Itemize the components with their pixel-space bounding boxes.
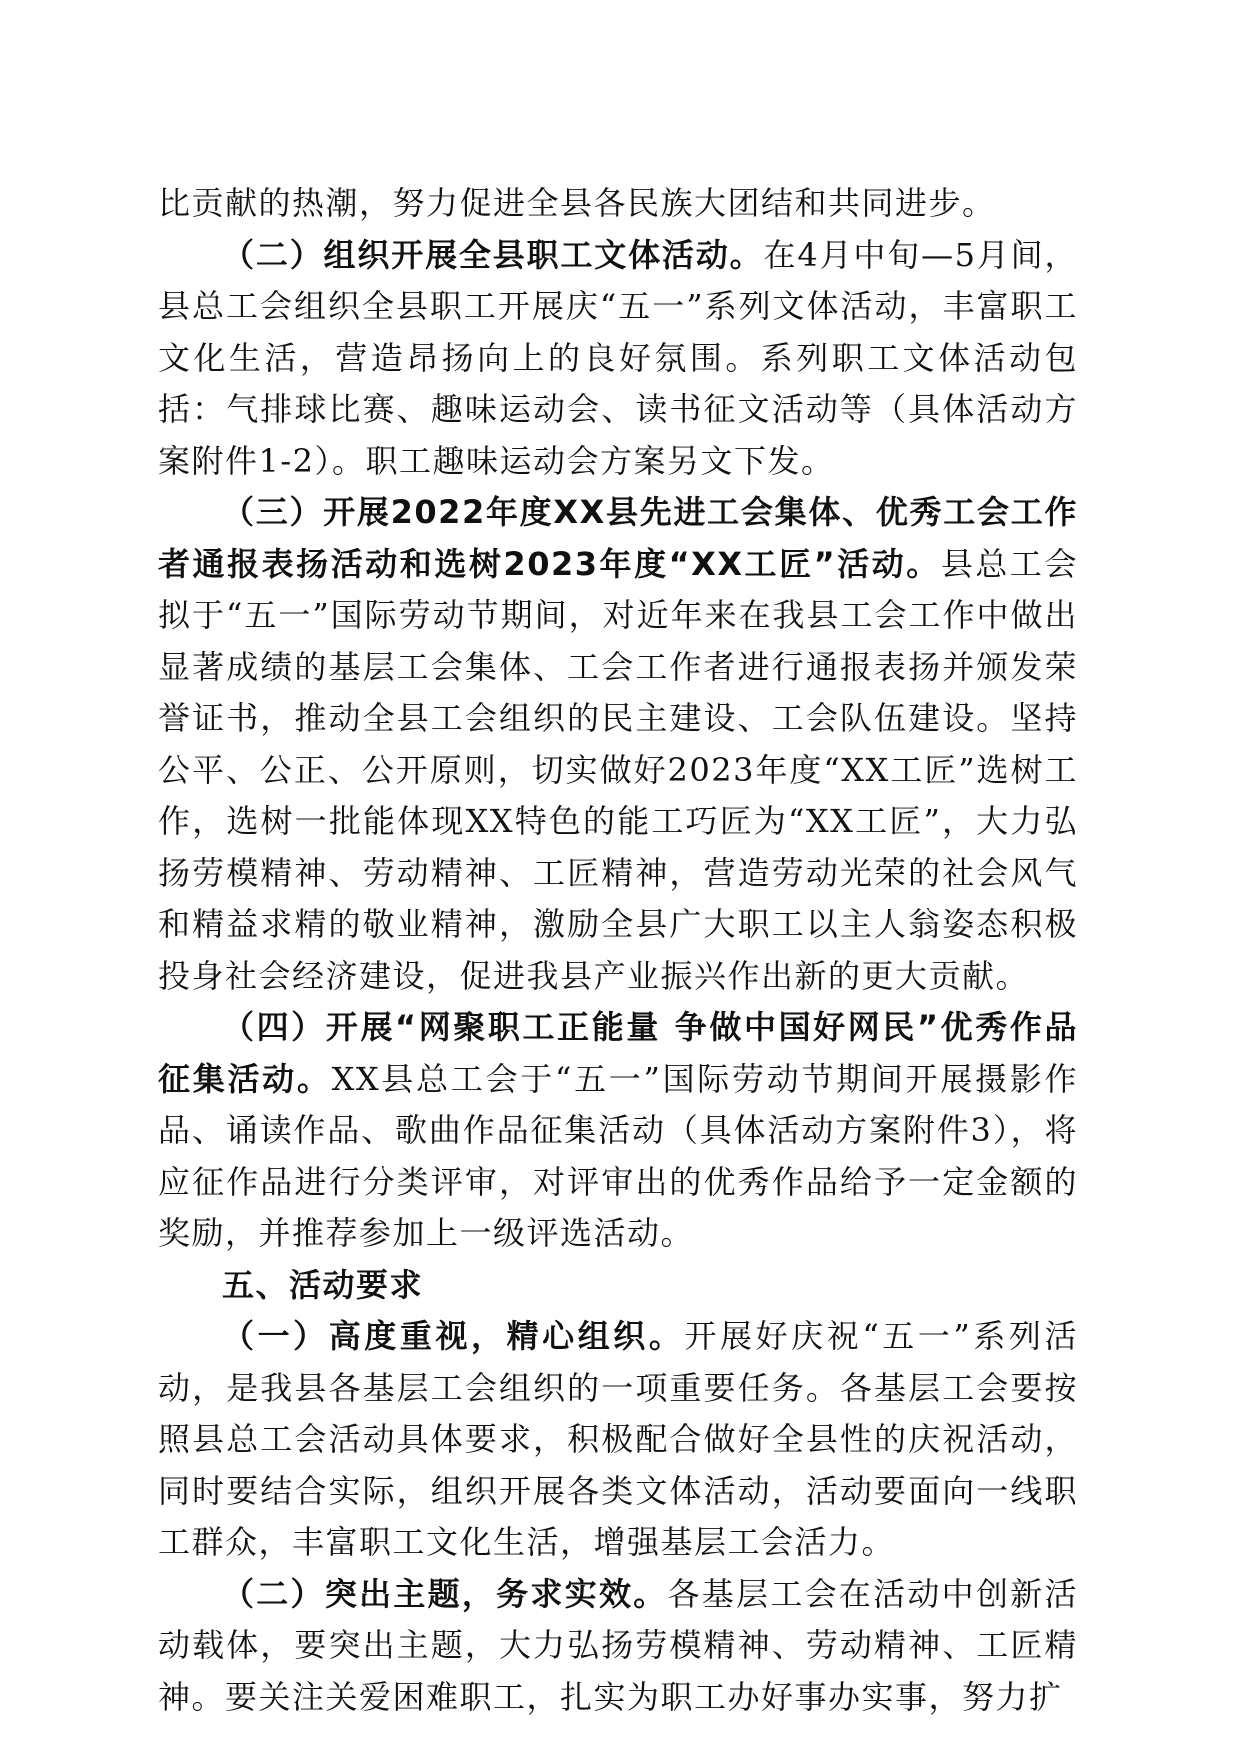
paragraph-text: XX县总工会于“五一”国际劳动节期间开展摄影作品、诵读作品、歌曲作品征集活动（具体活动方案附件3），将应征作品进行分类评审，对评审出的优秀作品给予一定金额的奖励，并推荐参加上一级评选活动。 [158,1059,1078,1252]
paragraph-text: 在4月中旬—5月间，县总工会组织全县职工开展庆“五一”系列文体活动，丰富职工文化生活，营造昂扬向上的良好氛围。系列职工文体活动包括：气排球比赛、趣味运动会、读书征文活动等（具体活动方案附件1-2）。职工趣味运动会方案另文下发。 [158,235,1078,480]
paragraph-requirement-2 [158,1569,1078,1724]
paragraph-lead: （一）高度重视，精心组织。 [222,1317,685,1355]
paragraph-requirement-1 [158,1311,1078,1569]
paragraph-works-collection [158,1002,1078,1260]
paragraph-text: 县总工会拟于“五一”国际劳动节期间，对近年来在我县工会工作中做出显著成绩的基层工会集体、工会工作者进行通报表扬并颁发荣誉证书，推动全县工会组织的民主建设、工会队伍建设。坚持公平、公正、公开原则，切实做好2023年度“XX工匠”选树工作，选树一批能体现XX特色的能工巧匠为“XX工匠”，大力弘扬劳模精神、劳动精神、工匠精神，营造劳动光荣的社会风气和精益求精的敬业精神，激励全县广大职工以主人翁姿态积极投身社会经济建设，促进我县产业振兴作出新的更大贡献。 [158,544,1078,995]
paragraph-text: 各基层工会在活动中创新活动载体，要突出主题，大力弘扬劳模精神、劳动精神、工匠精神。要关注关爱困难职工，扎实为职工办好事办实事，努力扩 [158,1574,1078,1716]
document-body [158,178,1078,1723]
paragraph-lead: （四）开展“网聚职工正能量 争做中国好网民”优秀作品征集活动。 [158,1008,1078,1098]
paragraph-lead: （二）突出主题，务求实效。 [222,1574,668,1613]
section-heading: 五、活动要求 [222,1265,424,1304]
paragraph-text: 开展好庆祝“五一”系列活动，是我县各基层工会组织的一项重要任务。各基层工会要按照县总工会活动具体要求，积极配合做好全县性的庆祝活动，同时要结合实际，组织开展各类文体活动，活动要面向一线职工群众，丰富职工文化生活，增强基层工会活力。 [158,1317,1078,1561]
paragraph-text: 比贡献的热潮，努力促进全县各民族大团结和共同进步。 [158,184,996,222]
paragraph-lead: （三）开展2022年度XX县先进工会集体、优秀工会工作者通报表扬活动和选树2023年度“XX工匠”活动。 [158,493,1078,583]
paragraph-continuation [158,178,1078,230]
paragraph-staff-activities [158,230,1078,488]
paragraph-commendation [158,487,1078,1002]
paragraph-lead: （二）组织开展全县职工文体活动。 [222,235,764,274]
